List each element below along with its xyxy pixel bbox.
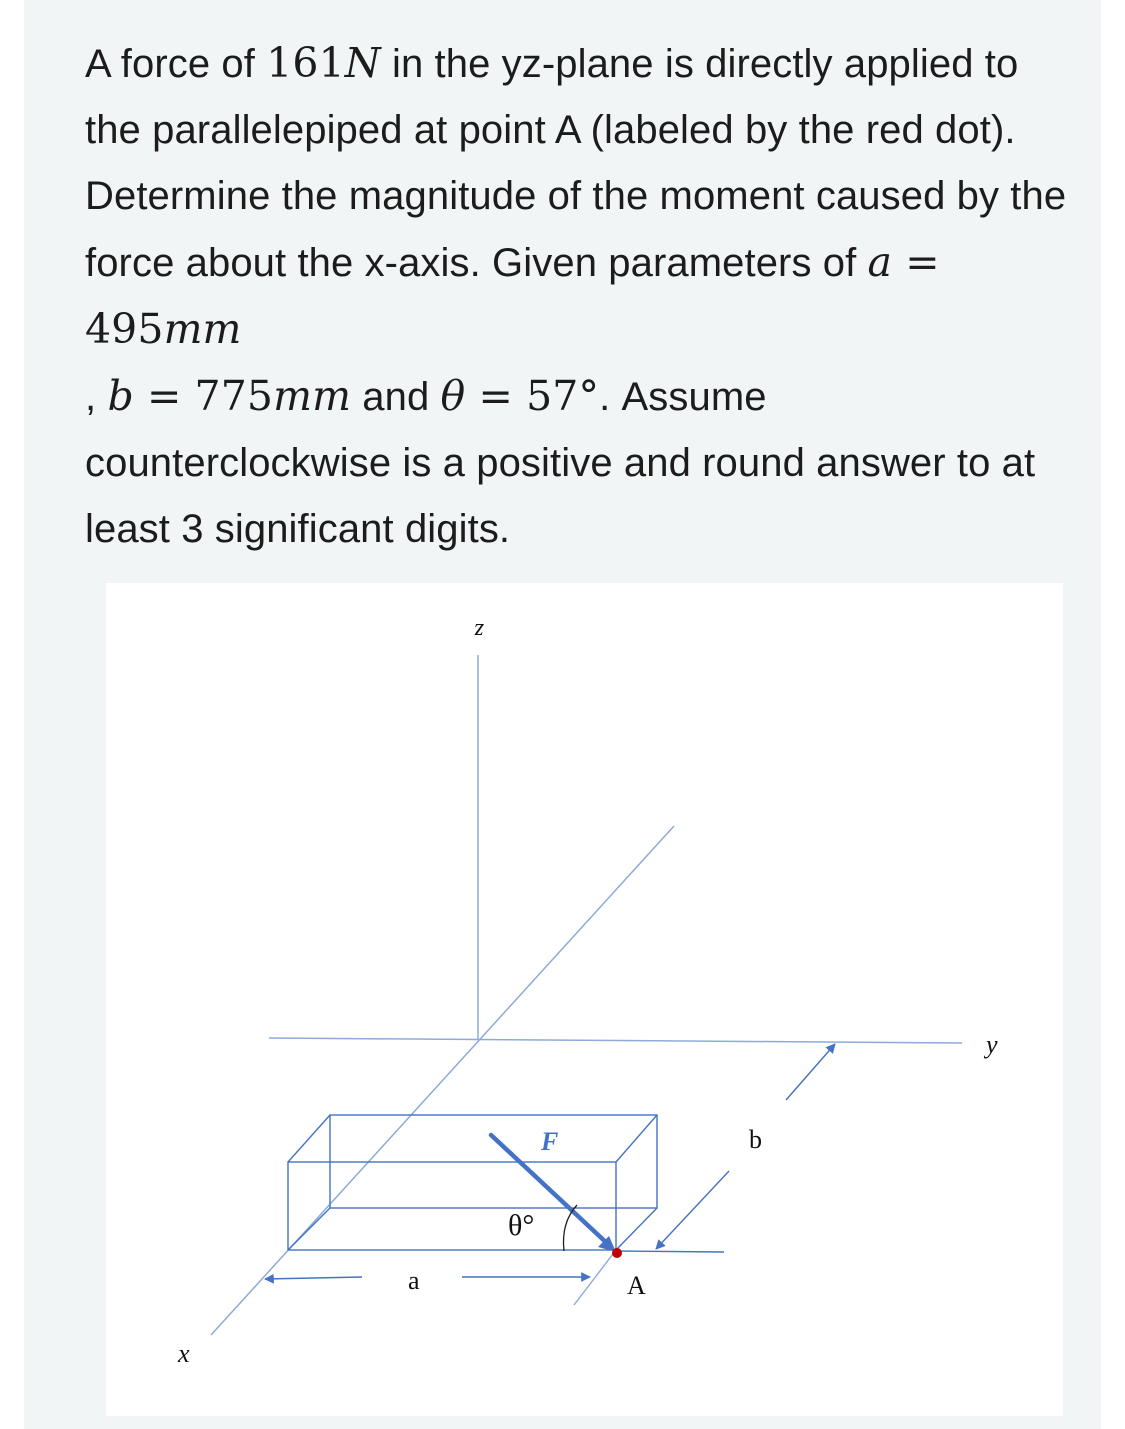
diagram-svg <box>106 583 1063 1416</box>
point-a <box>612 1248 622 1258</box>
parallelepiped-figure <box>106 583 1063 1416</box>
question-text: A force of 161N in the yz-plane is directly applied to the parallelepiped at point A (labeled by the red dot). Determine the magnitude of the moment caused by the force about the x-axis. Given parameters of a = 495mm , b = 775mm and θ = 57°. Assume counterclockwise is a positive and round answer to at least 3 significant digits. <box>85 39 1067 551</box>
parallelepiped <box>288 1115 657 1250</box>
force-value: 161N <box>266 39 381 87</box>
y-axis <box>269 1038 962 1043</box>
y-axis-label: y <box>986 1030 998 1059</box>
a-parameter: a = 495mm <box>85 238 940 353</box>
z-axis-label: z <box>474 618 484 644</box>
b-parameter: b = 775mm <box>107 372 352 420</box>
dimension-b <box>616 1044 835 1252</box>
dimension-b-label: b <box>749 1125 762 1154</box>
point-a-label: A <box>627 1271 646 1300</box>
x-axis <box>211 826 674 1335</box>
theta-parameter: θ = 57° <box>440 372 600 420</box>
dimension-a-label: a <box>408 1266 420 1295</box>
dimension-a <box>265 1250 616 1305</box>
theta-label: θ° <box>508 1209 535 1242</box>
x-axis-label: x <box>178 1339 190 1368</box>
force-label: F <box>541 1127 559 1156</box>
